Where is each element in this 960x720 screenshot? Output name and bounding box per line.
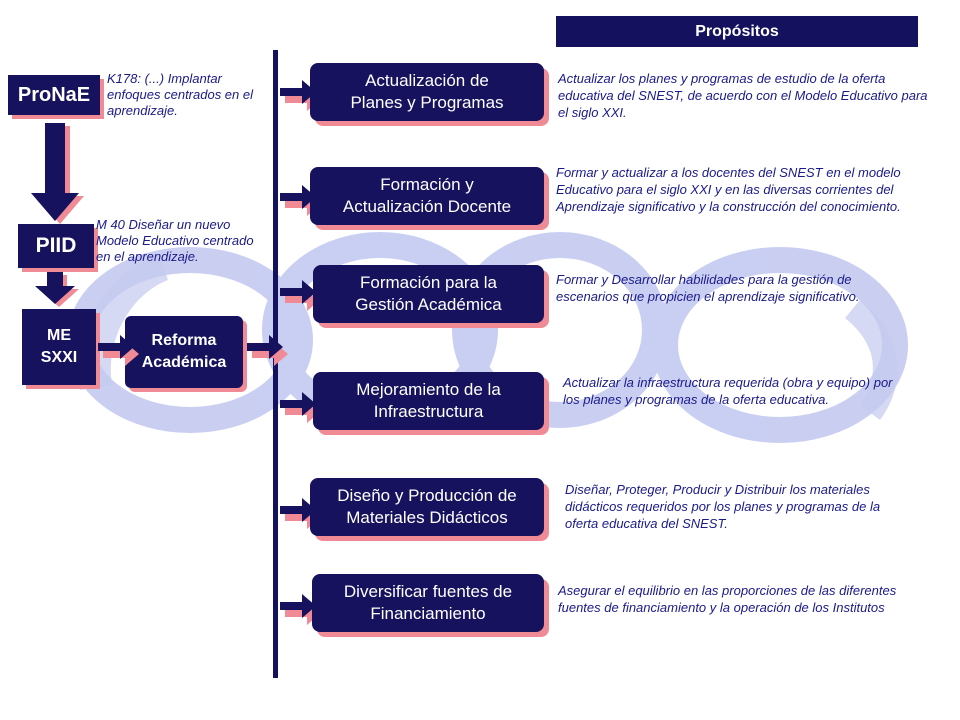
purpose-line1: Diversificar fuentes de (343, 582, 513, 601)
note-k178: K178: (...) Implantar enfoques centrados en el aprendizaje. (107, 71, 253, 118)
right-arrow-icon (98, 335, 139, 366)
down-arrow-icon (35, 272, 79, 307)
purpose-description: Formar y Desarrollar habilidades para la gestión de escenarios que propicien el aprendizaje significativo. (556, 272, 860, 304)
purpose-description: Actualizar los planes y programas de estudio de la oferta educativa del SNEST, de acuerdo con el Modelo Educativo para el siglo XXI. (558, 71, 928, 120)
purpose-box-materiales (310, 478, 544, 536)
reforma-line2: Académica (141, 354, 227, 371)
purpose-box-docente (310, 167, 544, 225)
me-sxxi-line2: SXXI (40, 349, 78, 366)
pronae-label: ProNaE (17, 83, 91, 106)
purpose-description: Diseñar, Proteger, Producir y Distribuir los materiales didácticos requeridos por los planes y programas de la oferta educativa del SNEST. (565, 482, 881, 531)
me-sxxi-line1: ME (47, 327, 71, 344)
purpose-line2: Financiamiento (370, 604, 486, 623)
note-m40: M 40 Diseñar un nuevo Modelo Educativo centrado en el aprendizaje. (96, 217, 254, 264)
purpose-line2: Infraestructura (373, 402, 484, 421)
purpose-line1: Mejoramiento de la (356, 380, 501, 399)
purpose-box-gestion (313, 265, 544, 323)
purpose-box-financiamiento (312, 574, 544, 632)
purpose-description: Actualizar la infraestructura requerida (obra y equipo) por los planes y programas de la oferta educativa. (563, 375, 893, 407)
purpose-line1: Formación para la (359, 273, 497, 292)
piid-label: PIID (35, 234, 77, 257)
purpose-box-planes (310, 63, 544, 121)
right-arrow-icon (247, 335, 288, 366)
purpose-line1: Actualización de (365, 71, 489, 90)
purpose-description: Formar y actualizar a los docentes del SNEST en el modelo Educativo para el siglo XXI y en las diversas corrientes del Aprendizaje significativo y la construcción del conocimiento. (556, 165, 901, 214)
purposes-header: Propósitos (556, 16, 918, 47)
purpose-line2: Materiales Didácticos (346, 508, 508, 527)
purpose-line2: Planes y Programas (350, 93, 504, 112)
down-arrow-icon (31, 123, 84, 224)
purpose-description: Asegurar el equilibrio en las proporciones de las diferentes fuentes de financiamiento y la operación de los Institutos (558, 583, 897, 615)
purpose-line1: Diseño y Producción de (337, 486, 517, 505)
purpose-line2: Gestión Académica (355, 295, 502, 314)
reforma-line1: Reforma (151, 332, 217, 349)
purpose-line2: Actualización Docente (342, 197, 512, 216)
purpose-line1: Formación y (380, 175, 474, 194)
purpose-box-infraestructura (313, 372, 544, 430)
